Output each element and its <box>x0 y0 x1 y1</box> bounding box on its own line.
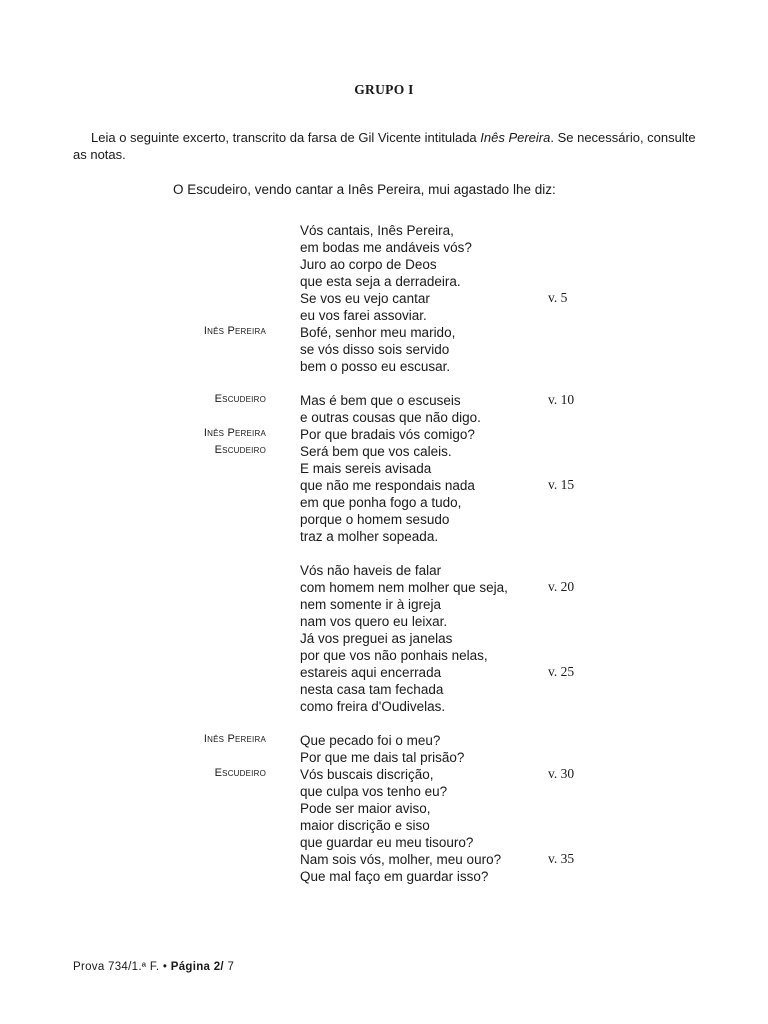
verse-row <box>0 664 768 681</box>
verse-line: que guardar eu meu tisouro? <box>300 835 474 850</box>
verse-line: com homem nem molher que seja, <box>300 580 508 595</box>
verse-row <box>0 732 768 749</box>
verse-line: em bodas me andáveis vós? <box>300 240 472 255</box>
verse-line: Pode ser maior aviso, <box>300 801 431 816</box>
verse-line: traz a molher sopeada. <box>300 529 439 544</box>
verse-row <box>0 392 768 409</box>
speaker-label: Escudeiro <box>214 393 266 405</box>
verse-line: Mas é bem que o escuseis <box>300 393 461 408</box>
verse-row <box>0 834 768 851</box>
verse-row <box>0 341 768 358</box>
verse-line: Será bem que vos caleis. <box>300 444 452 459</box>
verse-row <box>0 528 768 545</box>
stage-direction: O Escudeiro, vendo cantar a Inês Pereira, mui agastado lhe diz: <box>173 182 556 197</box>
verse-line: que esta seja a derradeira. <box>300 274 461 289</box>
verse-line: Que pecado foi o meu? <box>300 733 441 748</box>
verse-line: Por que bradais vós comigo? <box>300 427 475 442</box>
verse-line: Que mal faço em guardar isso? <box>300 869 489 884</box>
verse-line: Já vos preguei as janelas <box>300 631 453 646</box>
verse-number: v. 20 <box>548 579 575 594</box>
verse-row <box>0 681 768 698</box>
verse-row <box>0 851 768 868</box>
intro-text-end: as notas. <box>73 147 126 162</box>
verse-row <box>0 562 768 579</box>
verse-line: E mais sereis avisada <box>300 461 432 476</box>
verse-row <box>0 477 768 494</box>
verse-row <box>0 307 768 324</box>
verse-row <box>0 460 768 477</box>
page-footer <box>73 961 234 973</box>
verse-line: maior discrição e siso <box>300 818 430 833</box>
work-title: Inês Pereira <box>480 130 551 145</box>
verse-row <box>0 749 768 766</box>
verse-row <box>0 817 768 834</box>
speaker-label: Inês Pereira <box>203 427 266 439</box>
verse-line: em que ponha fogo a tudo, <box>300 495 462 510</box>
verse-number: v. 25 <box>548 664 575 679</box>
verse-line: porque o homem sesudo <box>300 512 450 527</box>
verse-number: v. 10 <box>548 392 575 407</box>
verse-row <box>0 511 768 528</box>
intro-text-cont: . Se necessário, consulte <box>550 130 696 145</box>
verse-row <box>0 800 768 817</box>
verse-line: nam vos quero eu leixar. <box>300 614 448 629</box>
verse-row <box>0 613 768 630</box>
verse-row <box>0 630 768 647</box>
exam-code: Prova 734/1.ª F. • <box>73 961 168 973</box>
verse-line: Por que me dais tal prisão? <box>300 750 465 765</box>
verse-line: Bofé, senhor meu marido, <box>300 325 456 340</box>
verse-row <box>0 494 768 511</box>
verse-row <box>0 273 768 290</box>
verse-row <box>0 647 768 664</box>
page-total: 7 <box>227 961 235 973</box>
verse-number: v. 30 <box>548 766 575 781</box>
verse-line: nesta casa tam fechada <box>300 682 444 697</box>
verse-row <box>0 239 768 256</box>
verse-row <box>0 766 768 783</box>
verse-line: como freira d'Oudivelas. <box>300 699 446 714</box>
verse-line: por que vos não ponhais nelas, <box>300 648 488 663</box>
verse-row <box>0 358 768 375</box>
verse-line: que culpa vos tenho eu? <box>300 784 448 799</box>
speaker-label: Inês Pereira <box>203 733 266 745</box>
verse-line: Nam sois vós, molher, meu ouro? <box>300 852 502 867</box>
verse-line: se vós disso sois servido <box>300 342 450 357</box>
verse-row <box>0 596 768 613</box>
verse-line: Vós não haveis de falar <box>300 563 442 578</box>
verse-row <box>0 579 768 596</box>
verse-line: Juro ao corpo de Deos <box>300 257 437 272</box>
verse-row <box>0 324 768 341</box>
verse-line: nem somente ir à igreja <box>300 597 442 612</box>
verse-line: Se vos eu vejo cantar <box>300 291 430 306</box>
verse-line: que não me respondais nada <box>300 478 475 493</box>
verse-number: v. 5 <box>548 290 568 305</box>
verse-row <box>0 443 768 460</box>
verse-line: estareis aqui encerrada <box>300 665 442 680</box>
intro-paragraph <box>73 129 703 163</box>
verse-number: v. 35 <box>548 851 575 866</box>
verse-line: eu vos farei assoviar. <box>300 308 427 323</box>
verse-number: v. 15 <box>548 477 575 492</box>
verse-row <box>0 783 768 800</box>
verse-row <box>0 409 768 426</box>
verse-row <box>0 868 768 885</box>
verse-row <box>0 222 768 239</box>
speaker-label: Escudeiro <box>214 444 266 456</box>
speaker-label: Inês Pereira <box>203 325 266 337</box>
speaker-label: Escudeiro <box>214 767 266 779</box>
verse-line: bem o posso eu escusar. <box>300 359 451 374</box>
verse-row <box>0 290 768 307</box>
intro-text: Leia o seguinte excerto, transcrito da farsa de Gil Vicente intitulada <box>91 130 481 145</box>
verse-row <box>0 426 768 443</box>
page-label: Página 2/ <box>170 961 224 973</box>
verse-line: Vós cantais, Inês Pereira, <box>300 223 454 238</box>
verse-row <box>0 698 768 715</box>
verse-line: e outras cousas que não digo. <box>300 410 481 425</box>
verse-row <box>0 256 768 273</box>
verse-line: Vós buscais discrição, <box>300 767 434 782</box>
section-heading: GRUPO I <box>354 82 414 97</box>
